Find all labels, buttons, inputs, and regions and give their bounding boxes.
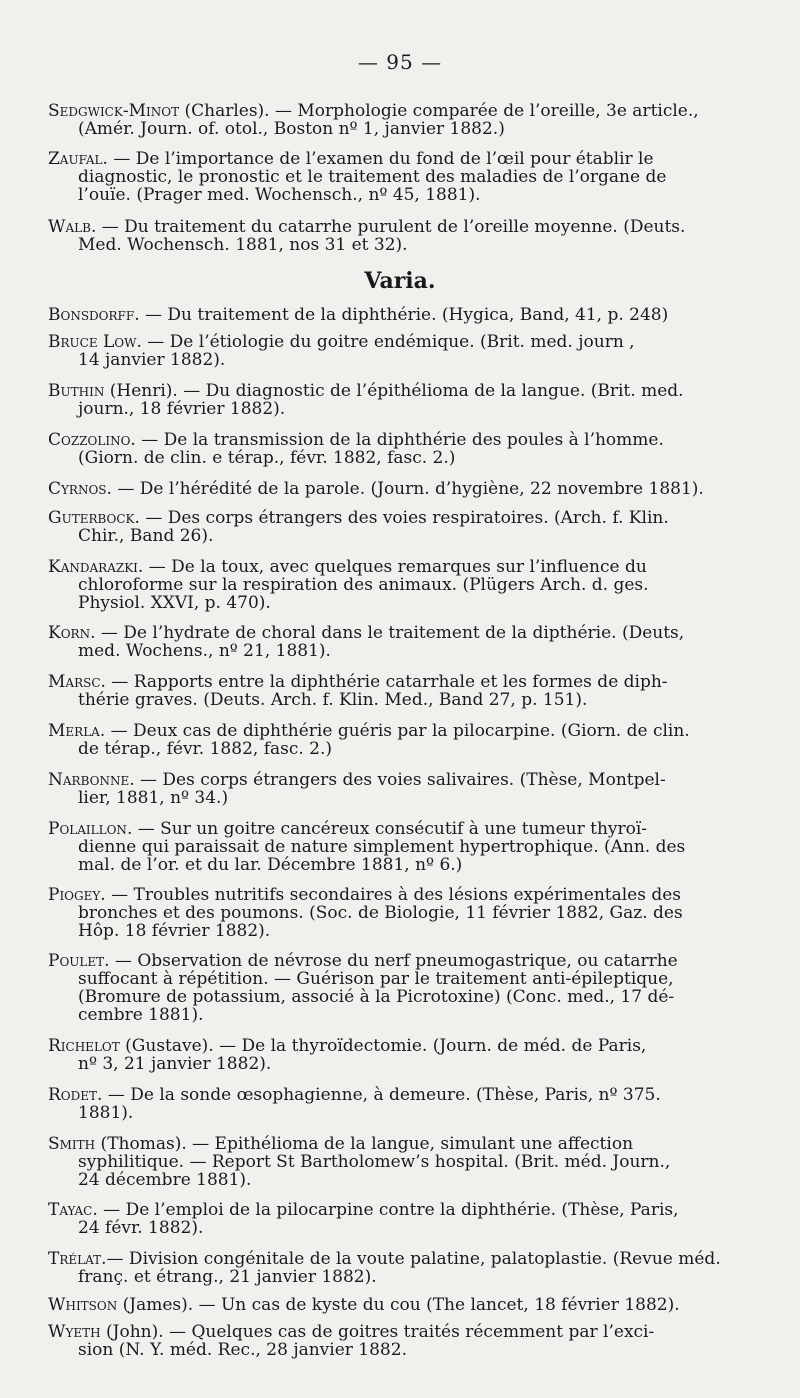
entry-first-line — [48, 1323, 760, 1341]
entry-first-line — [48, 1250, 760, 1268]
entry-author: Richelot — [48, 1037, 120, 1055]
entry-author: Wyeth — [48, 1323, 101, 1341]
bibliography-entry — [48, 1086, 760, 1122]
entry-text: . — De l’étiologie du goitre endémique. (Brit. med. journ , — [136, 333, 635, 351]
entry-text: .— Division congénitale de la voute palatine, palatoplastie. (Revue méd. — [101, 1250, 721, 1268]
entry-text: (Gustave). — De la thyroïdectomie. (Journ. de méd. de Paris, — [119, 1037, 647, 1055]
entry-text: (James). — Un cas de kyste du cou (The lancet, 18 février 1882). — [117, 1296, 680, 1314]
entry-author: Cyrnos — [48, 480, 107, 498]
entry-continuation-line: Physiol. XXVI, p. 470). — [78, 594, 271, 612]
bibliography-entry — [48, 1296, 760, 1314]
bibliography-entry — [48, 886, 760, 940]
entry-first-line — [48, 771, 760, 789]
entry-text: (John). — Quelques cas de goitres traités récemment par l’exci- — [100, 1323, 655, 1341]
entry-continuation-line: syphilitique. — Report St Bartholomew’s hospital. (Brit. méd. Journ., — [78, 1153, 671, 1171]
entry-continuation-line: sion (N. Y. méd. Rec., 28 janvier 1882. — [78, 1341, 407, 1359]
entry-text: . — De la transmission de la diphthérie des poules à l’homme. — [130, 431, 664, 449]
entry-text: . — De la sonde œsophagienne, à demeure. (Thèse, Paris, nº 375. — [97, 1086, 661, 1104]
entry-author: Korn — [48, 624, 91, 642]
entry-continuation-line: med. Wochens., nº 21, 1881). — [78, 642, 331, 660]
entry-first-line — [48, 333, 760, 351]
bibliography-entry — [48, 333, 760, 369]
bibliography-entry — [48, 150, 760, 204]
entry-text: . — De l’hydrate de choral dans le traitement de la dipthérie. (Deuts, — [90, 624, 685, 642]
entry-first-line — [48, 1201, 760, 1219]
entry-first-line — [48, 509, 760, 527]
entry-continuation-line: (Amér. Journ. of. otol., Boston nº 1, janvier 1882.) — [78, 120, 505, 138]
entry-first-line — [48, 722, 760, 740]
entry-continuation-line: franç. et étrang., 21 janvier 1882). — [78, 1268, 377, 1286]
entry-continuation-line: thérie graves. (Deuts. Arch. f. Klin. Med., Band 27, p. 151). — [78, 691, 588, 709]
entry-author: Tayac — [48, 1201, 93, 1219]
bibliography-entry — [48, 431, 760, 467]
entry-first-line — [48, 558, 760, 576]
bibliography-entry — [48, 382, 760, 418]
entry-author: Marsc — [48, 673, 101, 691]
entry-text: . — Sur un goitre cancéreux consécutif à une tumeur thyroï- — [126, 820, 648, 838]
entry-author: Whitson — [48, 1296, 118, 1314]
entry-first-line — [48, 150, 760, 168]
entry-continuation-line: dienne qui paraissait de nature simplement hypertrophique. (Ann. des — [78, 838, 686, 856]
entry-continuation-line: 24 décembre 1881). — [78, 1171, 252, 1189]
section-heading: Varia. — [364, 268, 436, 294]
entry-continuation-line: (Giorn. de clin. e térap., févr. 1882, fasc. 2.) — [78, 449, 456, 467]
entry-text: . — De l’importance de l’examen du fond de l’œil pour établir le — [102, 150, 654, 168]
entry-author: Buthin — [48, 382, 105, 400]
entry-continuation-line: journ., 18 février 1882). — [78, 400, 286, 418]
entry-first-line — [48, 673, 760, 691]
bibliography-entry — [48, 673, 760, 709]
entry-continuation-line: Med. Wochensch. 1881, nos 31 et 32). — [78, 236, 408, 254]
entry-continuation-line: 24 févr. 1882). — [78, 1219, 204, 1237]
entry-continuation-line: (Bromure de potassium, associé à la Picrotoxine) (Conc. med., 17 dé- — [78, 988, 675, 1006]
entry-continuation-line: diagnostic, le pronostic et le traitement des maladies de l’organe de — [78, 168, 667, 186]
bibliography-entry — [48, 102, 760, 138]
entry-text: . — Observation de névrose du nerf pneumogastrique, ou catarrhe — [104, 952, 678, 970]
bibliography-entry — [48, 771, 760, 807]
entry-first-line — [48, 102, 760, 120]
entry-text: (Thomas). — Epithélioma de la langue, simulant une affection — [95, 1135, 634, 1153]
entry-first-line — [48, 1037, 760, 1055]
entry-author: Sedgwick-Minot — [48, 102, 180, 120]
entry-author: Merla — [48, 722, 100, 740]
entry-author: Piogey — [48, 886, 101, 904]
bibliography-entry — [48, 509, 760, 545]
entry-continuation-line: chloroforme sur la respiration des animaux. (Plügers Arch. d. ges. — [78, 576, 649, 594]
entry-author: Narbonne — [48, 771, 130, 789]
entry-text: . — Des corps étrangers des voies respiratoires. (Arch. f. Klin. — [134, 509, 669, 527]
entry-continuation-line: l’ouïe. (Prager med. Wochensch., nº 45, 1881). — [78, 186, 481, 204]
entry-author: Rodet — [48, 1086, 98, 1104]
entry-continuation-line: Chir., Band 26). — [78, 527, 214, 545]
entry-continuation-line: 14 janvier 1882). — [78, 351, 226, 369]
entry-first-line — [48, 952, 760, 970]
bibliography-entry — [48, 480, 760, 498]
entry-author: Bonsdorff — [48, 306, 135, 324]
entry-author: Walb — [48, 218, 91, 236]
entry-text: . — Des corps étrangers des voies salivaires. (Thèse, Montpel- — [129, 771, 666, 789]
entry-text: . — Rapports entre la diphthérie catarrhale et les formes de diph- — [100, 673, 668, 691]
entry-continuation-line: de térap., févr. 1882, fasc. 2.) — [78, 740, 333, 758]
entry-author: Kandarazki — [48, 558, 138, 576]
bibliography-entry — [48, 1135, 760, 1189]
entry-text: . — De l’emploi de la pilocarpine contre la diphthérie. (Thèse, Paris, — [92, 1201, 679, 1219]
entry-author: Cozzolino — [48, 431, 131, 449]
entry-first-line — [48, 480, 760, 498]
entry-continuation-line: nº 3, 21 janvier 1882). — [78, 1055, 272, 1073]
entry-continuation-line: bronches et des poumons. (Soc. de Biologie, 11 février 1882, Gaz. des — [78, 904, 683, 922]
entry-text: . — De l’hérédité de la parole. (Journ. d’hygiène, 22 novembre 1881). — [106, 480, 704, 498]
page-number: — 95 — — [357, 50, 443, 74]
entry-first-line — [48, 1086, 760, 1104]
entry-first-line — [48, 886, 760, 904]
entry-text: . — De la toux, avec quelques remarques sur l’influence du — [137, 558, 647, 576]
entry-text: . — Du traitement de la diphthérie. (Hygica, Band, 41, p. 248) — [134, 306, 669, 324]
entry-author: Poulet — [48, 952, 105, 970]
bibliography-entry — [48, 558, 760, 612]
bibliography-entry — [48, 306, 760, 324]
bibliography-entry — [48, 1201, 760, 1237]
entry-continuation-line: suffocant à répétition. — Guérison par le traitement anti-épileptique, — [78, 970, 674, 988]
entry-first-line — [48, 382, 760, 400]
entry-first-line — [48, 306, 760, 324]
entry-first-line — [48, 218, 760, 236]
entry-first-line — [48, 624, 760, 642]
bibliography-entry — [48, 1037, 760, 1073]
entry-continuation-line: cembre 1881). — [78, 1006, 204, 1024]
entry-continuation-line: 1881). — [78, 1104, 134, 1122]
entry-author: Zaufal — [48, 150, 103, 168]
entry-author: Trélat — [48, 1250, 102, 1268]
entry-first-line — [48, 820, 760, 838]
bibliography-entry — [48, 218, 760, 254]
entry-author: Bruce Low — [48, 333, 137, 351]
entry-text: (Charles). — Morphologie comparée de l’oreille, 3e article., — [179, 102, 699, 120]
bibliography-entry — [48, 722, 760, 758]
entry-author: Guterbock — [48, 509, 135, 527]
entry-first-line — [48, 1296, 760, 1314]
bibliography-entry — [48, 1250, 760, 1286]
bibliography-entry — [48, 820, 760, 874]
entry-text: . — Deux cas de diphthérie guéris par la pilocarpine. (Giorn. de clin. — [99, 722, 690, 740]
entry-author: Smith — [48, 1135, 96, 1153]
entry-continuation-line: lier, 1881, nº 34.) — [78, 789, 229, 807]
bibliography-entry — [48, 624, 760, 660]
entry-text: (Henri). — Du diagnostic de l’épithélioma de la langue. (Brit. med. — [104, 382, 684, 400]
bibliography-entry — [48, 952, 760, 1024]
entry-author: Polaillon — [48, 820, 127, 838]
entry-first-line — [48, 1135, 760, 1153]
entry-text: . — Du traitement du catarrhe purulent de l’oreille moyenne. (Deuts. — [90, 218, 686, 236]
entry-continuation-line: mal. de l’or. et du lar. Décembre 1881, nº 6.) — [78, 856, 463, 874]
bibliography-entry — [48, 1323, 760, 1359]
entry-text: . — Troubles nutritifs secondaires à des lésions expérimentales des — [100, 886, 682, 904]
entry-first-line — [48, 431, 760, 449]
entry-continuation-line: Hôp. 18 février 1882). — [78, 922, 271, 940]
